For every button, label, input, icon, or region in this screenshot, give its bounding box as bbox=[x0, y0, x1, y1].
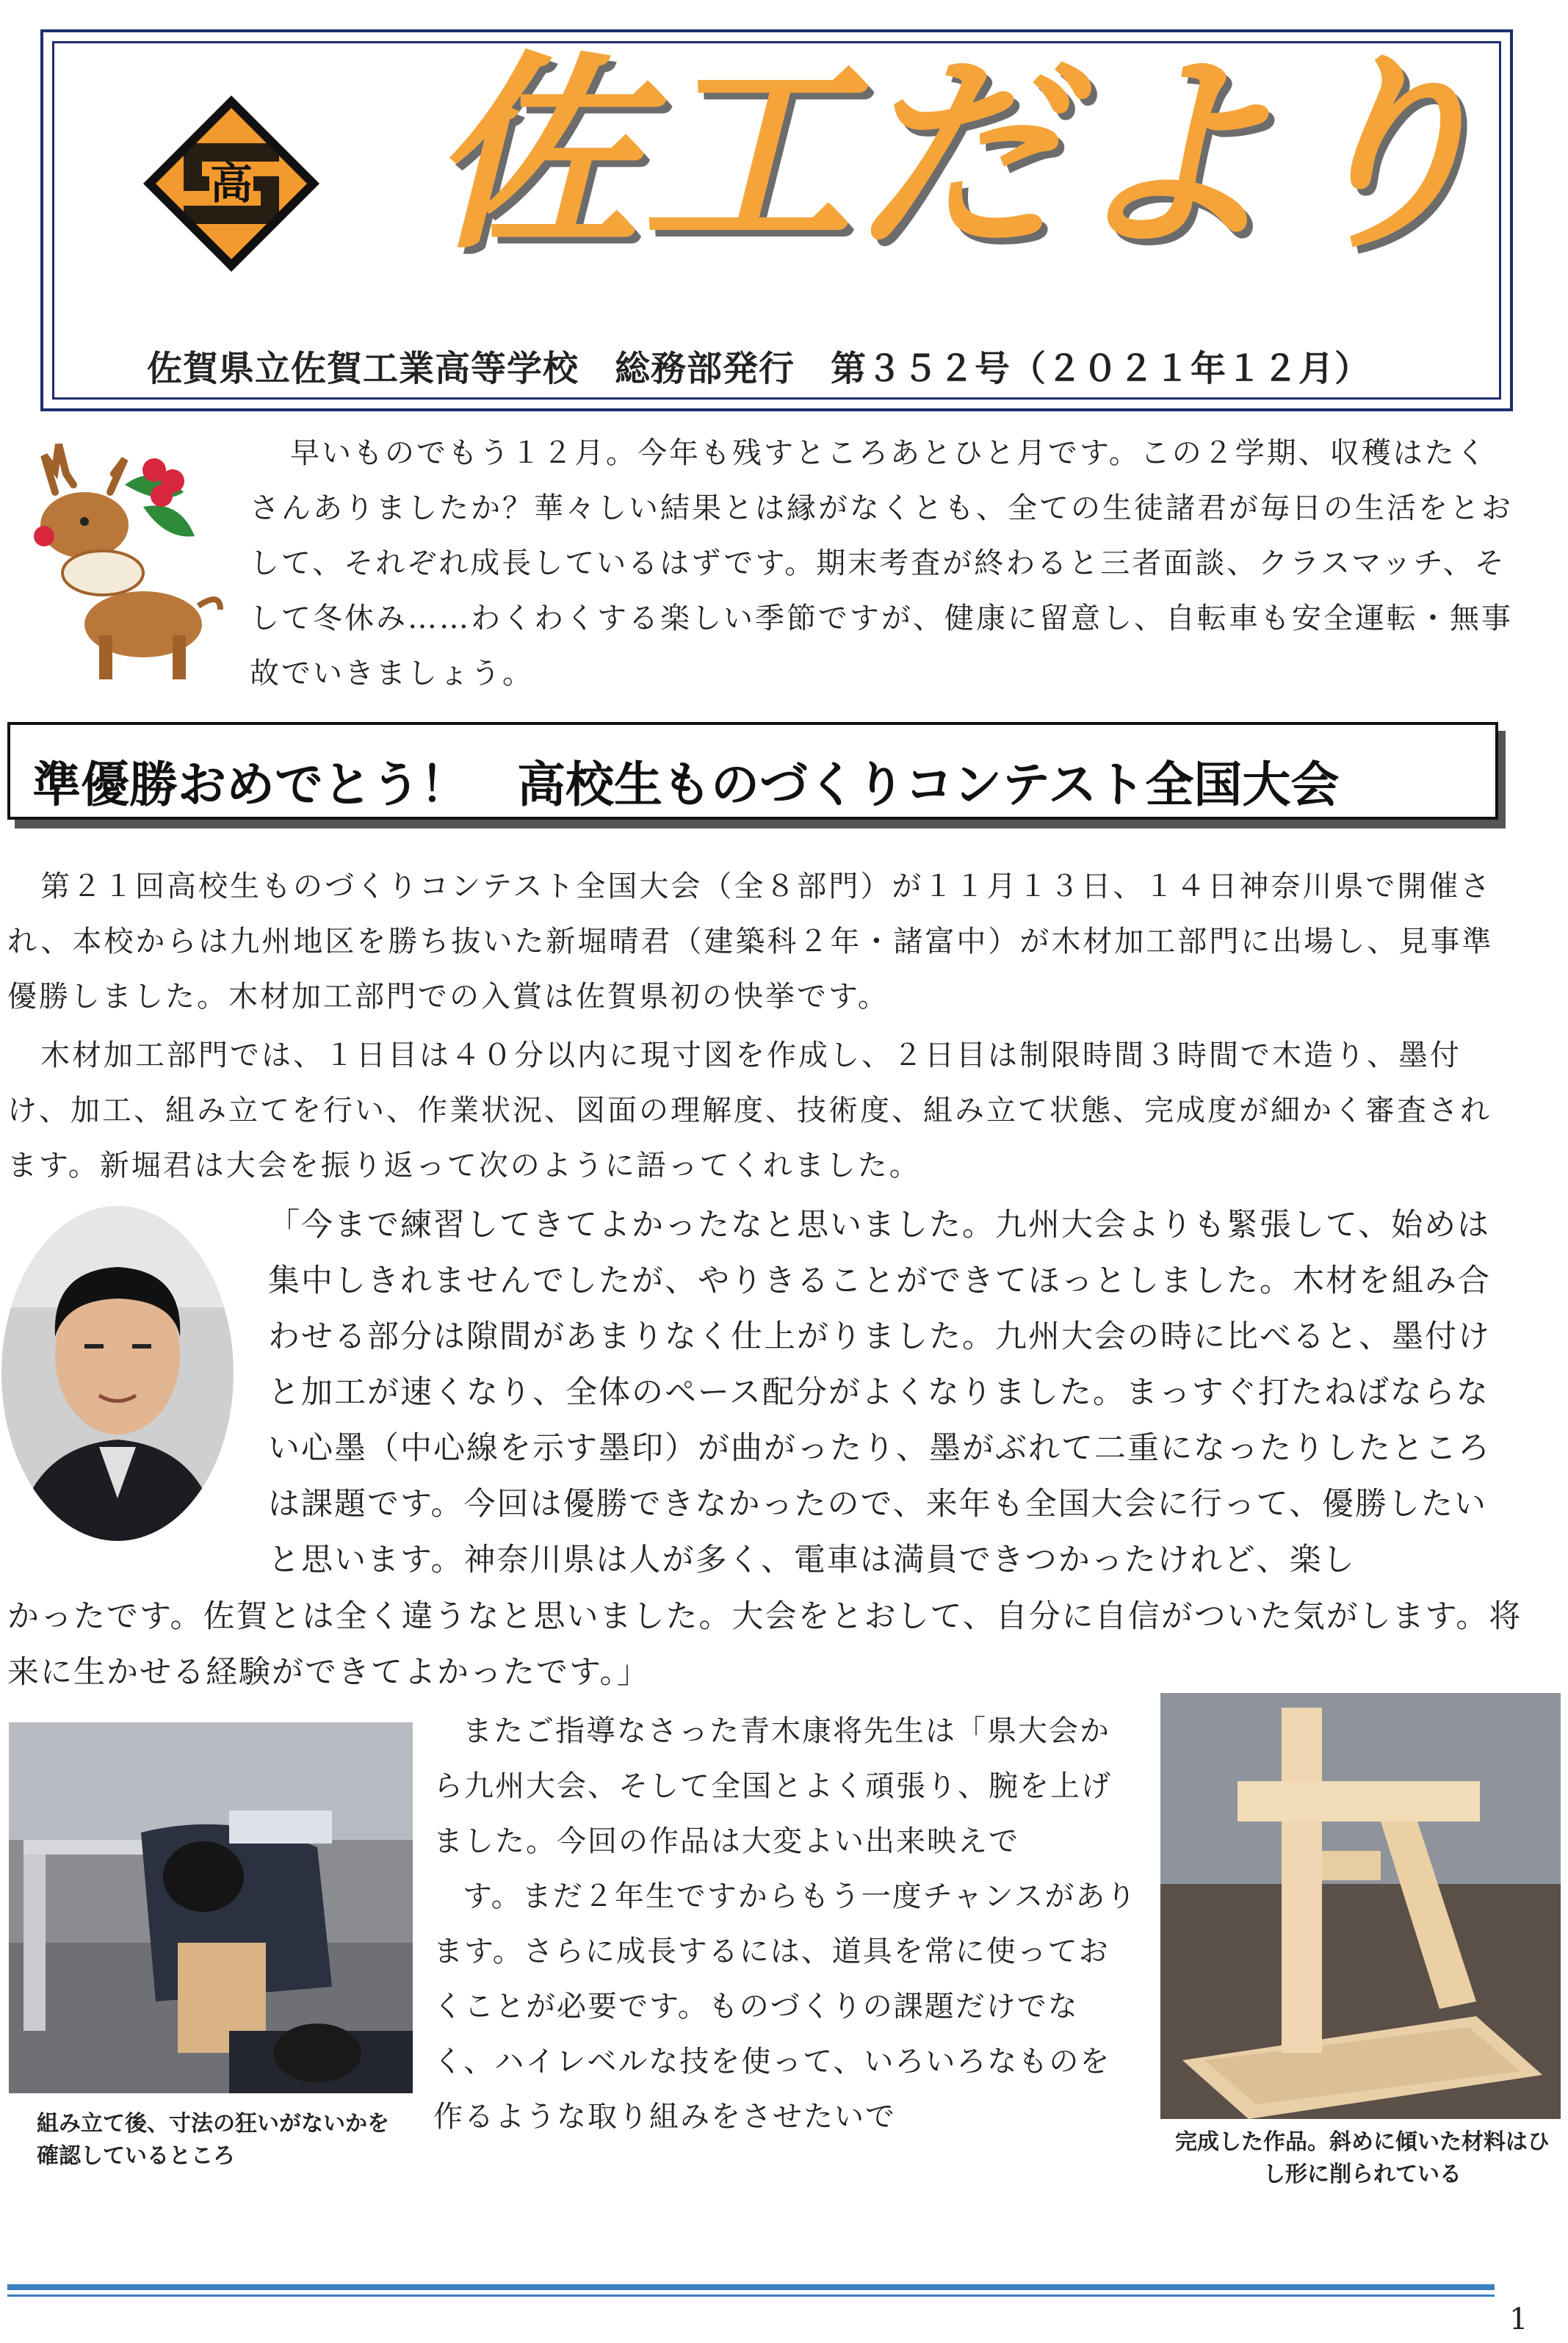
footer-rule-thin bbox=[7, 2295, 1495, 2297]
assembly-check-photo bbox=[9, 1722, 413, 2093]
teacher-comment-column bbox=[433, 1704, 1138, 2145]
finished-work-photo bbox=[1160, 1693, 1561, 2119]
photo2-caption: 完成した作品。斜めに傾いた材料はひし形に削られている bbox=[1175, 2129, 1550, 2187]
student-quote-continued: かったです。佐賀とは全く違うなと思いました。大会をとおして、自分に自信がついた気がします。将来に生かせる経験ができてよかったです。」 bbox=[7, 1598, 1522, 1691]
issue-line: 佐賀県立佐賀工業高等学校 総務部発行 第３５２号（２０２１年１２月） bbox=[147, 348, 1371, 389]
page-number: 1 bbox=[1509, 2303, 1528, 2336]
student-quote: 「今まで練習してきてよかったなと思いました。九州大会よりも緊張して、始めは集中しきれませんでしたが、やりきることができてほっとしました。木材を組み合わせる部分は隙間があまりなく仕上がりました。九州大会の時に比べると、墨付けと加工が速くなり、全体のペース配分がよくなりました。まっすぐ打たねばならない心墨（中心線を示す墨印）が曲がったり、墨がぶれて二重になったりしたところは課題です。今回は優勝できなかったので、来年も全国大会に行って、優勝したいと思います。神奈川県は人が多く、電車は満員できつかったけれど、楽し bbox=[268, 1207, 1491, 1578]
photo1-caption: 組み立て後、寸法の狂いがないかを確認しているところ bbox=[37, 2111, 389, 2169]
article-paragraph-1: 第２１回高校生ものづくりコンテスト全国大会（全８部門）が１１月１３日、１４日神奈川県で開催され、本校からは九州地区を勝ち抜いた新堀晴君（建築科２年・諸富中）が木材加工部門に出場し、見事準優勝しました。木材加工部門での入賞は佐賀県初の快挙です。 bbox=[7, 870, 1494, 1014]
school-logo bbox=[140, 92, 323, 275]
intro-paragraph: 早いものでもう１２月。今年も残すところあとひと月です。この２学期、収穫はたくさんありましたか？華々しい結果とは縁がなくとも、全ての生徒諸君が毎日の生活をとおして、それぞれ成長しているはずです。期末考査が終わると三者面談、クラスマッチ、そして冬休み……わくわくする楽しい季節ですが、健康に留意し、自転車も安全運転・無事故でいきましょう。 bbox=[250, 436, 1513, 690]
footer-rule-thick bbox=[7, 2284, 1495, 2290]
article-paragraph-2: 木材加工部門では、１日目は４０分以内に現寸図を作成し、２日目は制限時間３時間で木造り、墨付け、加工、組み立てを行い、作業状況、図面の理解度、技術度、組み立て状態、完成度が細かく審査されます。新堀君は大会を振り返って次のように語ってくれました。 bbox=[7, 1039, 1492, 1183]
reindeer-illustration bbox=[15, 441, 228, 683]
logo-character: 高 bbox=[209, 159, 253, 209]
newsletter-title: 佐工だより bbox=[430, 34, 1491, 278]
headline-text: 準優勝おめでとう！ 高校生ものづくりコンテスト全国大会 bbox=[32, 757, 1340, 813]
teacher-comment: またご指導なさった青木康将先生は「県大会から九州大会、そして全国とよく頑張り、腕を上げました。今回の作品は大変よい出来映えで bbox=[433, 1714, 1112, 1858]
student-portrait bbox=[0, 1205, 235, 1542]
teacher-comment-continued: す。まだ２年生ですからもう一度チャンスがあります。さらに成長するには、道具を常に使っておくことが必要です。ものづくりの課題だけでなく、ハイレベルな技を使って、いろいろなものを作るような取り組みをさせたいで bbox=[433, 1880, 1138, 2134]
headline-box bbox=[7, 722, 1498, 820]
